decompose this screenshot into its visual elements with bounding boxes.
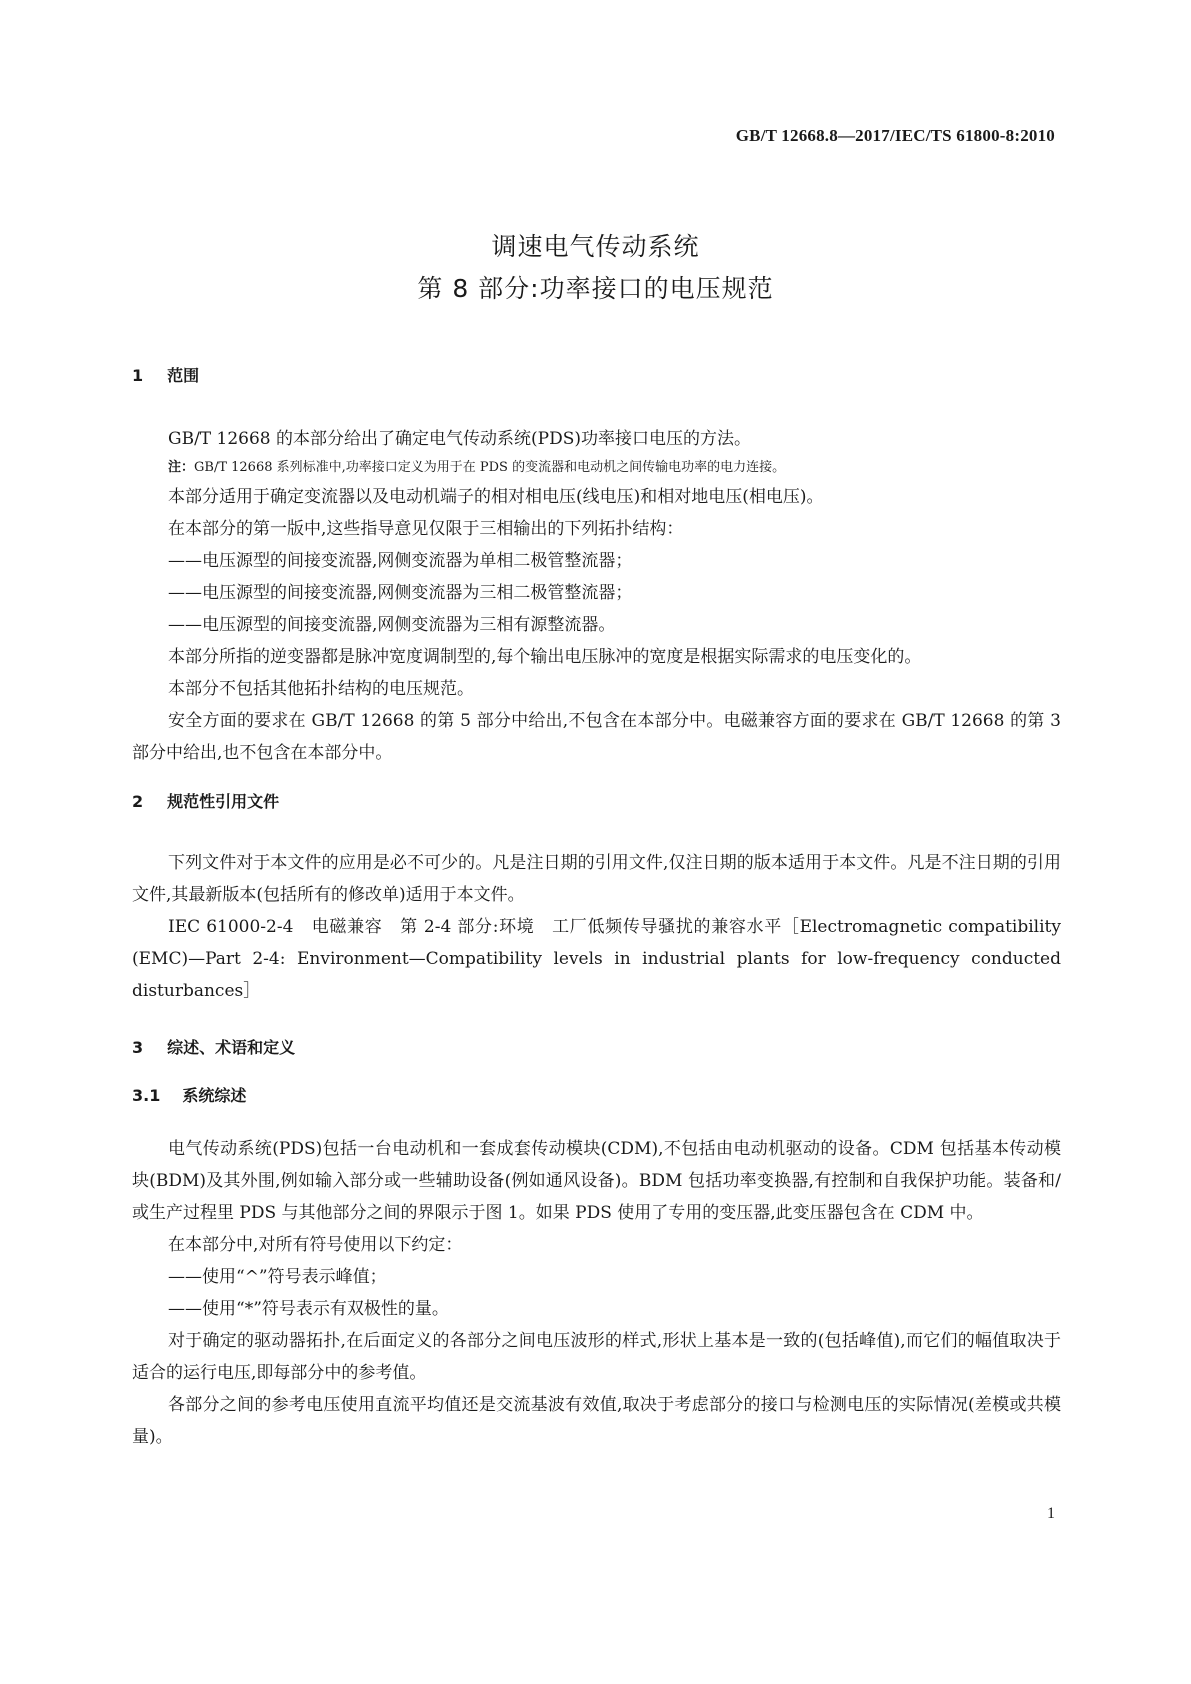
list-item: ——电压源型的间接变流器,网侧变流器为单相二极管整流器； xyxy=(168,551,633,571)
page-number: 1 xyxy=(1047,1505,1055,1522)
paragraph: 本部分不包括其他拓扑结构的电压规范。 xyxy=(168,679,474,699)
paragraph: GB/T 12668 的本部分给出了确定电气传动系统(PDS)功率接口电压的方法。 xyxy=(168,429,752,449)
section-number: 2 xyxy=(132,792,144,811)
paragraph: 电气传动系统(PDS)包括一台电动机和一套成套传动模块(CDM),不包括由电动机驱动的设备。CDM 包括基本传动模块(BDM)及其外围,例如输入部分或一些辅助设备(例如通风设备)。BDM 包括功率变换器,有控制和自我保护功能。装备和/或生产过程里 PDS 与其他部分之间的界限示于图 1。如果 PDS 使用了专用的变压器,此变压器包含在 CDM 中。 xyxy=(132,1139,1061,1223)
list-item: ——使用“^”符号表示峰值； xyxy=(168,1267,387,1287)
paragraph: 安全方面的要求在 GB/T 12668 的第 5 部分中给出,不包含在本部分中。电磁兼容方面的要求在 GB/T 12668 的第 3 部分中给出,也不包含在本部分中。 xyxy=(132,711,1061,763)
section-3-heading xyxy=(132,1037,1061,1059)
paragraph: 本部分适用于确定变流器以及电动机端子的相对相电压(线电压)和相对地电压(相电压)。 xyxy=(168,487,824,507)
paragraph: 在本部分中,对所有符号使用以下约定： xyxy=(168,1235,463,1255)
section-title: 综述、术语和定义 xyxy=(167,1038,296,1057)
note-text: GB/T 12668 系列标准中,功率接口定义为用于在 PDS 的变流器和电动机之间传输电功率的电力连接。 xyxy=(194,460,786,475)
list-item: ——电压源型的间接变流器,网侧变流器为三相有源整流器。 xyxy=(168,615,616,635)
paragraph: 对于确定的驱动器拓扑,在后面定义的各部分之间电压波形的样式,形状上基本是一致的(包括峰值),而它们的幅值取决于适合的运行电压,即每部分中的参考值。 xyxy=(132,1331,1061,1383)
section-2-heading xyxy=(132,791,1061,813)
note xyxy=(132,455,1061,481)
section-title: 规范性引用文件 xyxy=(167,792,280,811)
subsection-3-1-heading xyxy=(132,1085,1061,1107)
list-item: ——使用“*”符号表示有双极性的量。 xyxy=(168,1299,449,1319)
list-item: ——电压源型的间接变流器,网侧变流器为三相二极管整流器； xyxy=(168,583,633,603)
section-number: 3 xyxy=(132,1038,144,1057)
subsection-title: 系统综述 xyxy=(182,1086,247,1105)
title-line-2: 第 8 部分:功率接口的电压规范 xyxy=(417,274,774,303)
subsection-number: 3.1 xyxy=(132,1086,161,1105)
section-number: 1 xyxy=(132,366,144,385)
normative-reference: IEC 61000-2-4 电磁兼容 第 2-4 部分:环境 工厂低频传导骚扰的兼容水平［Electromagnetic compatibility (EMC)—Part 2-4: Environment—Compatibility levels in industrial plants for low-frequency conducted disturbances］ xyxy=(132,917,1061,1001)
section-title: 范围 xyxy=(167,366,200,385)
paragraph: 下列文件对于本文件的应用是必不可少的。凡是注日期的引用文件,仅注日期的版本适用于本文件。凡是不注日期的引用文件,其最新版本(包括所有的修改单)适用于本文件。 xyxy=(132,853,1061,905)
standard-code: GB/T 12668.8—2017/IEC/TS 61800-8:2010 xyxy=(735,126,1055,145)
paragraph: 本部分所指的逆变器都是脉冲宽度调制型的,每个输出电压脉冲的宽度是根据实际需求的电压变化的。 xyxy=(168,647,922,667)
document-title xyxy=(0,226,1191,310)
paragraph: 各部分之间的参考电压使用直流平均值还是交流基波有效值,取决于考虑部分的接口与检测电压的实际情况(差模或共模量)。 xyxy=(132,1395,1061,1447)
document-body xyxy=(132,365,1061,1453)
note-label: 注： xyxy=(168,460,195,475)
section-1-heading xyxy=(132,365,1061,387)
paragraph: 在本部分的第一版中,这些指导意见仅限于三相输出的下列拓扑结构： xyxy=(168,519,684,539)
title-line-1: 调速电气传动系统 xyxy=(491,232,700,261)
